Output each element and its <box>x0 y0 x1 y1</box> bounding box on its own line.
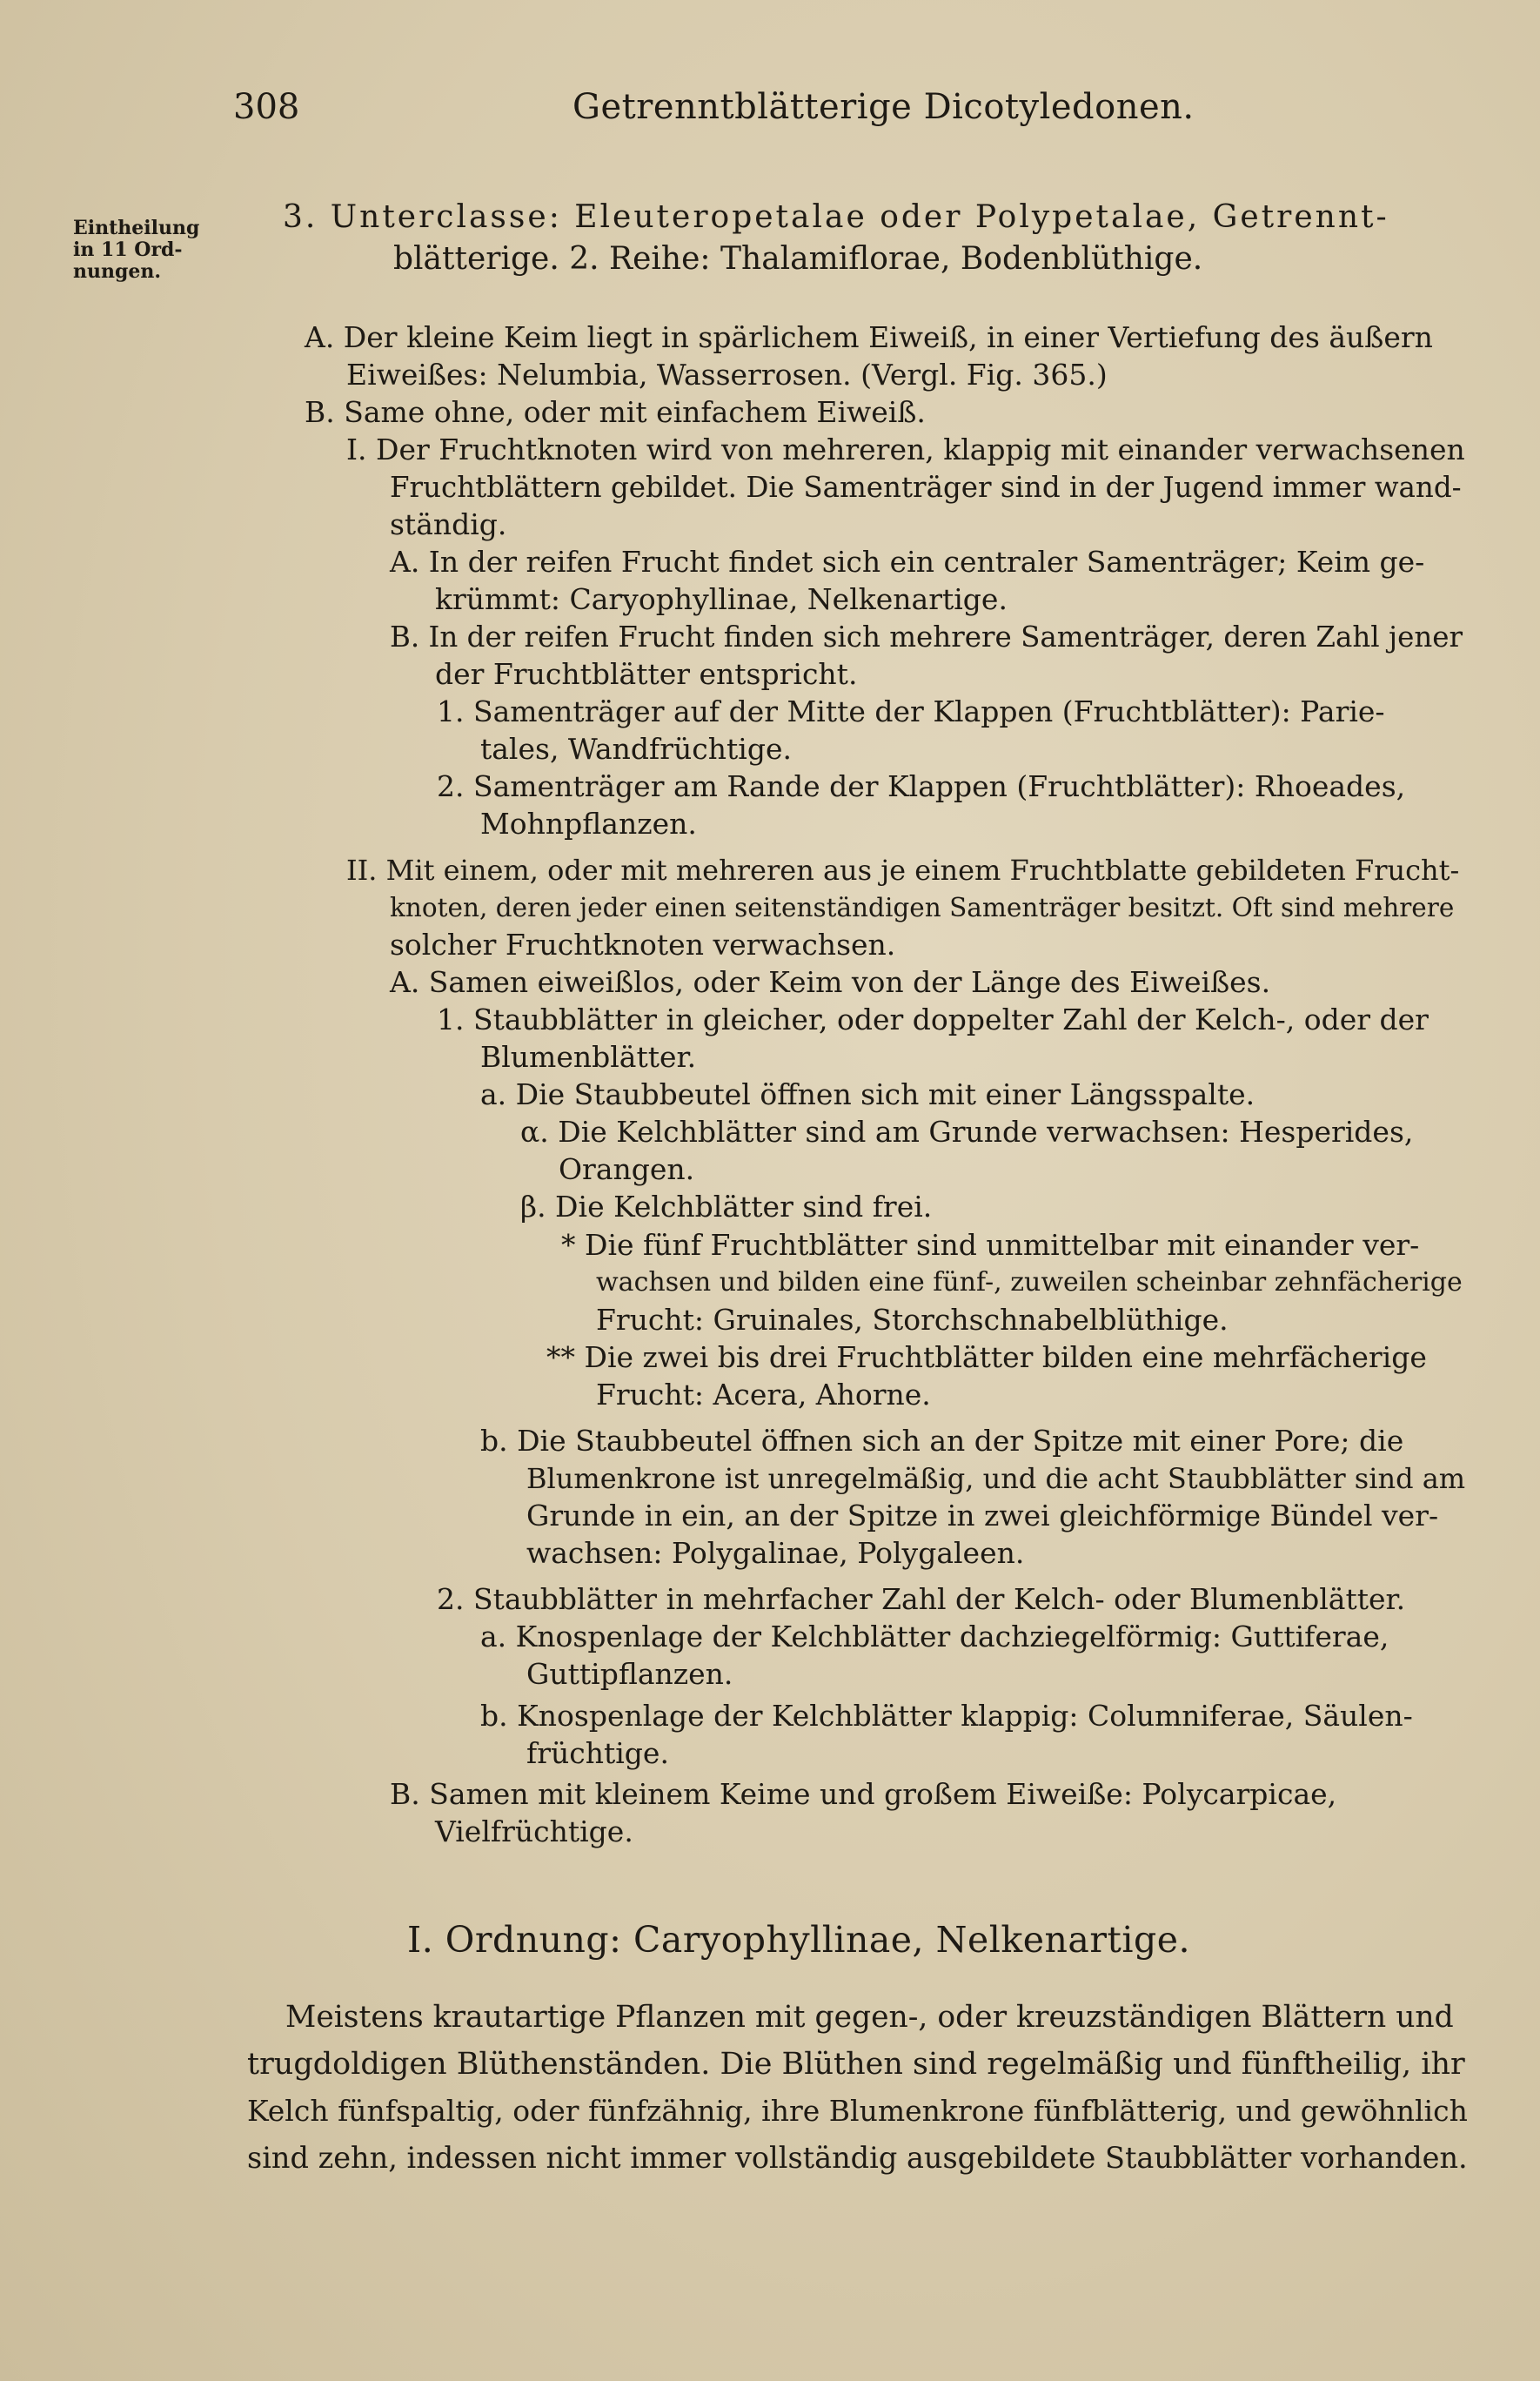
key-line: A. Der kleine Keim liegt in spärlichem Eiweiß, in einer Vertiefung des äußern <box>305 320 1433 354</box>
key-line: B. Same ohne, oder mit einfachem Eiweiß. <box>305 395 926 429</box>
key-line: A. Samen eiweißlos, oder Keim von der Länge des Eiweißes. <box>390 965 1271 999</box>
paragraph-line: Kelch fünfspaltig, oder fünfzähnig, ihre Blumenkrone fünfblätterig, und gewöhnlich <box>247 2094 1468 2128</box>
margin-note <box>73 218 221 283</box>
key-line: 1. Staubblätter in gleicher, oder doppelter Zahl der Kelch-, oder der <box>437 1003 1429 1036</box>
key-line: Blumenkrone ist unregelmäßig, und die acht Staubblätter sind am <box>526 1462 1466 1495</box>
key-line: knoten, deren jeder einen seitenständigen Samenträger besitzt. Oft sind mehrere <box>390 893 1455 922</box>
key-line: a. Die Staubbeutel öffnen sich mit einer Längsspalte. <box>480 1077 1255 1111</box>
key-line: Mohnpflanzen. <box>480 807 697 841</box>
key-line: Grunde in ein, an der Spitze in zwei gleichförmige Bündel ver- <box>526 1499 1439 1533</box>
order-heading: I. Ordnung: Caryophyllinae, Nelkenartige. <box>407 1919 1191 1961</box>
key-line: a. Knospenlage der Kelchblätter dachziegelförmig: Guttiferae, <box>480 1620 1389 1653</box>
key-line: wachsen und bilden eine fünf-, zuweilen scheinbar zehnfächerige <box>596 1267 1463 1298</box>
key-line: krümmt: Caryophyllinae, Nelkenartige. <box>435 582 1008 616</box>
key-line: β. Die Kelchblätter sind frei. <box>520 1190 933 1224</box>
subclass-heading-cont: blätterige. 2. Reihe: Thalamiflorae, Bodenblüthige. <box>393 241 1203 277</box>
key-line: II. Mit einem, oder mit mehreren aus je einem Fruchtblatte gebildeten Frucht- <box>346 854 1460 887</box>
key-line: Orangen. <box>559 1152 695 1186</box>
key-line: tales, Wandfrüchtige. <box>480 732 792 766</box>
margin-note-line: Eintheilung <box>73 217 200 239</box>
key-line: 1. Samenträger auf der Mitte der Klappen (Fruchtblätter): Parie- <box>437 694 1385 728</box>
key-line: der Fruchtblätter entspricht. <box>435 657 858 691</box>
key-line: b. Die Staubbeutel öffnen sich an der Spitze mit einer Pore; die <box>480 1424 1404 1458</box>
margin-note-line: in 11 Ord- <box>73 238 183 261</box>
margin-note-line: nungen. <box>73 260 162 283</box>
page-number: 308 <box>233 87 300 127</box>
key-line: A. In der reifen Frucht findet sich ein centraler Samenträger; Keim ge- <box>390 545 1425 579</box>
key-line: Blumenblätter. <box>480 1040 697 1074</box>
paragraph-line: Meistens krautartige Pflanzen mit gegen-, oder kreuzständigen Blättern und <box>285 2000 1454 2035</box>
key-line: Frucht: Gruinales, Storchschnabelblüthige. <box>596 1303 1229 1337</box>
key-line: Eiweißes: Nelumbia, Wasserrosen. (Vergl. Fig. 365.) <box>346 358 1108 392</box>
key-line: Fruchtblättern gebildet. Die Samenträger sind in der Jugend immer wand- <box>390 471 1462 504</box>
key-line: I. Der Fruchtknoten wird von mehreren, klappig mit einander verwachsenen <box>346 433 1465 466</box>
key-line: 2. Staubblätter in mehrfacher Zahl der Kelch- oder Blumenblätter. <box>437 1582 1406 1616</box>
running-title: Getrenntblätterige Dicotyledonen. <box>572 87 1195 127</box>
key-line: Guttipflanzen. <box>526 1657 733 1691</box>
key-line: B. In der reifen Frucht finden sich mehrere Samenträger, deren Zahl jener <box>390 620 1463 654</box>
key-line: B. Samen mit kleinem Keime und großem Eiweiße: Polycarpicae, <box>390 1777 1337 1811</box>
key-line: Vielfrüchtige. <box>435 1814 633 1848</box>
page-header <box>233 87 1434 139</box>
key-line: solcher Fruchtknoten verwachsen. <box>390 928 896 962</box>
key-line: ** Die zwei bis drei Fruchtblätter bilden eine mehrfächerige <box>546 1340 1427 1374</box>
key-line: ständig. <box>390 507 507 541</box>
key-line: Frucht: Acera, Ahorne. <box>596 1378 931 1412</box>
key-line: 2. Samenträger am Rande der Klappen (Fruchtblätter): Rhoeades, <box>437 769 1406 803</box>
key-line: b. Knospenlage der Kelchblätter klappig: Columniferae, Säulen- <box>480 1699 1413 1733</box>
paragraph-line: sind zehn, indessen nicht immer vollständig ausgebildete Staubblätter vorhanden. <box>247 2141 1468 2175</box>
paragraph-line: trugdoldigen Blüthenständen. Die Blüthen sind regelmäßig und fünftheilig, ihr <box>247 2047 1465 2082</box>
subclass-heading: 3. Unterclasse: Eleuteropetalae oder Polypetalae, Getrennt- <box>283 199 1389 235</box>
key-line: α. Die Kelchblätter sind am Grunde verwachsen: Hesperides, <box>520 1115 1414 1149</box>
key-line: wachsen: Polygalinae, Polygaleen. <box>526 1536 1025 1570</box>
key-line: früchtige. <box>526 1736 669 1770</box>
key-line: * Die fünf Fruchtblätter sind unmittelbar mit einander ver- <box>561 1228 1420 1262</box>
